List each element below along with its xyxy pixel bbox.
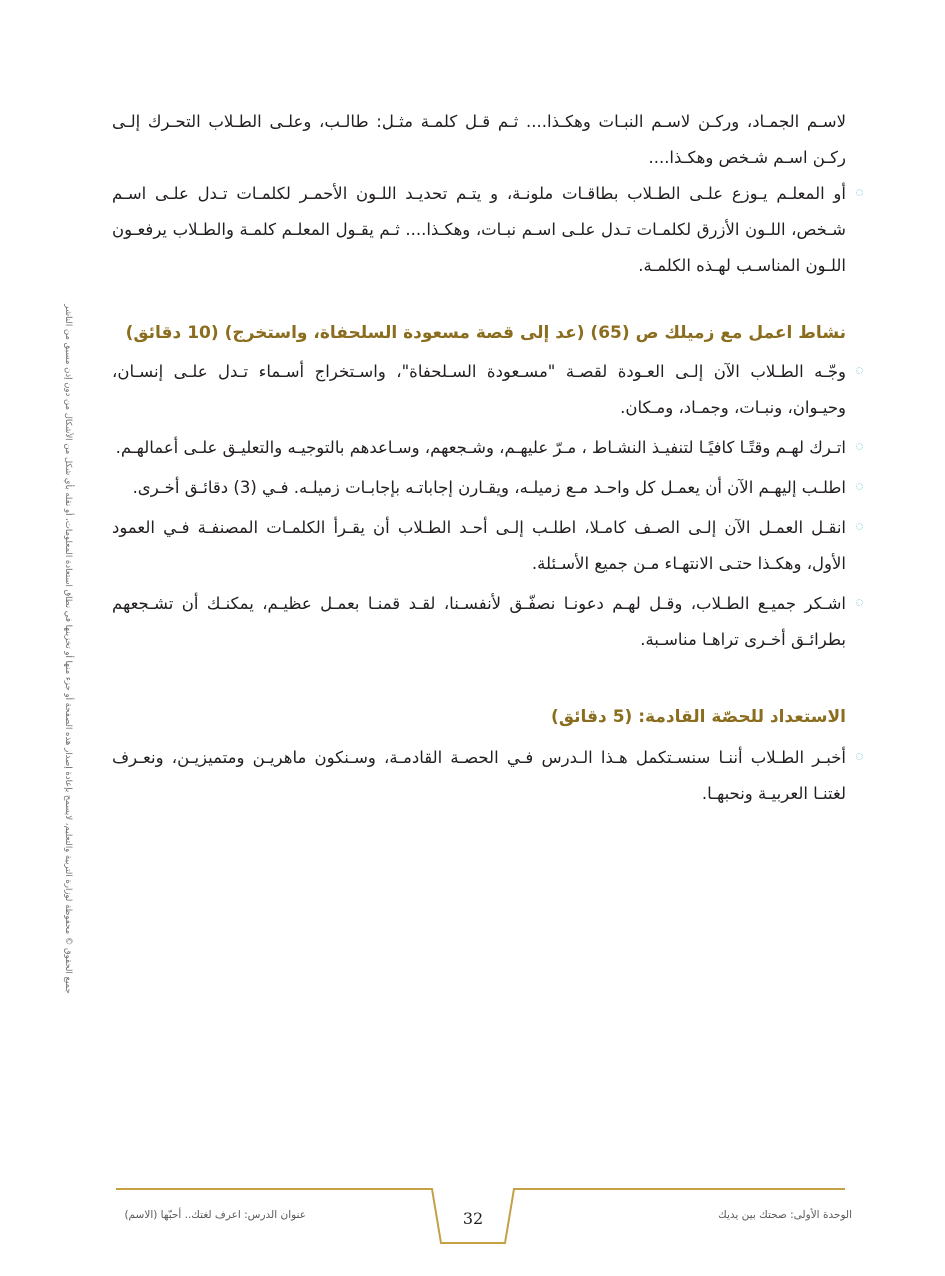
intro-continuation: لاسـم الجمـاد، وركـن لاسـم النبـات وهكـذا.... ثـم قـل كلمـة مثـل: طالـب، وعلـى الطـلاب التحـرك إلـى ركـن اسـم شـخص وهكـذا.... xyxy=(112,112,846,167)
list-item-text: اطلـب إليهـم الآن أن يعمـل كل واحـد مـع زميلـه، ويقـارن إجاباتـه بإجابـات زميلـه. فـي (3) دقائـق أخـرى. xyxy=(132,478,846,497)
footer-lesson-title: عنوان الدرس: اعرف لغتك.. أحبّها (الاسم) xyxy=(124,1209,306,1221)
copyright-note: جميع الحقوق © محفوظة لوزارة التربية والتعليم، لايسمح بإعادة إصدار هذه الصفحة أو جزء منها أو تخزينها في نطاق استعادة المعلومات، أو نقله بأي شكل من الأشكال من دون إذن مسبق من الناشر xyxy=(63,304,73,994)
list-item-text: وجّـه الطـلاب الآن إلـى العـودة لقصـة "مسـعودة السـلحفاة"، واسـتخراج أسـماء تـدل علـى إنسـان، وحيـوان، ونبـات، وجمـاد، ومـكان. xyxy=(112,362,846,417)
list-item-text: انقـل العمـل الآن إلـى الصـف كامـلا، اطلـب إلـى أحـد الطـلاب أن يقـرأ الكلمـات المصنفـة فـي العمود الأول، وهكـذا حتـى الانتهـاء مـن جميع الأسـئلة. xyxy=(112,518,846,573)
list-item-text: أخبـر الطـلاب أننـا سنسـتكمل هـذا الـدرس فـي الحصـة القادمـة، وسـنكون ماهريـن ومتميزيـن، ونعـرف لغتنـا العربيـة ونحبهـا. xyxy=(112,748,846,803)
next-class-heading: الاستعداد للحصّة القادمة: (5 دقائق) xyxy=(551,707,846,727)
list-item-text: اشـكر جميـع الطـلاب، وقـل لهـم دعونـا نصفّـق لأنفسـنا، لقـد قمنـا بعمـل عظيـم، يمكنـك أن تشـجعهم بطرائـق أخـرى تراهـا مناسـبة. xyxy=(112,594,846,649)
activity-heading: نشاط اعمل مع زميلك ص (65) (عد إلى قصة مسعودة السلحفاة، واستخرج) (10 دقائق) xyxy=(125,323,846,343)
list-item-text: أو المعلـم يـوزع علـى الطـلاب بطاقـات ملونـة، و يتـم تحديـد اللـون الأحمـر لكلمـات تـدل علـى اسـم شـخص، اللـون الأزرق لكلمـات تـدل علـى اسـم نبـات، وهكـذا.... ثـم يقـول المعلـم كلمـة والطـلاب يرفعـون اللـون المناسـب لهـذه الكلمـة. xyxy=(112,184,846,275)
list-item-text: اتـرك لهـم وقتًـا كافيًـا لتنفيـذ النشـاط ، مـرّ عليهـم، وشـجعهم، وسـاعدهم بالتوجيـه والتعليـق علـى أعمالهـم. xyxy=(115,438,846,457)
footer-unit-title: الوحدة الأولى: صحتك بين يديك xyxy=(718,1209,852,1221)
page-number: 32 xyxy=(462,1209,484,1228)
